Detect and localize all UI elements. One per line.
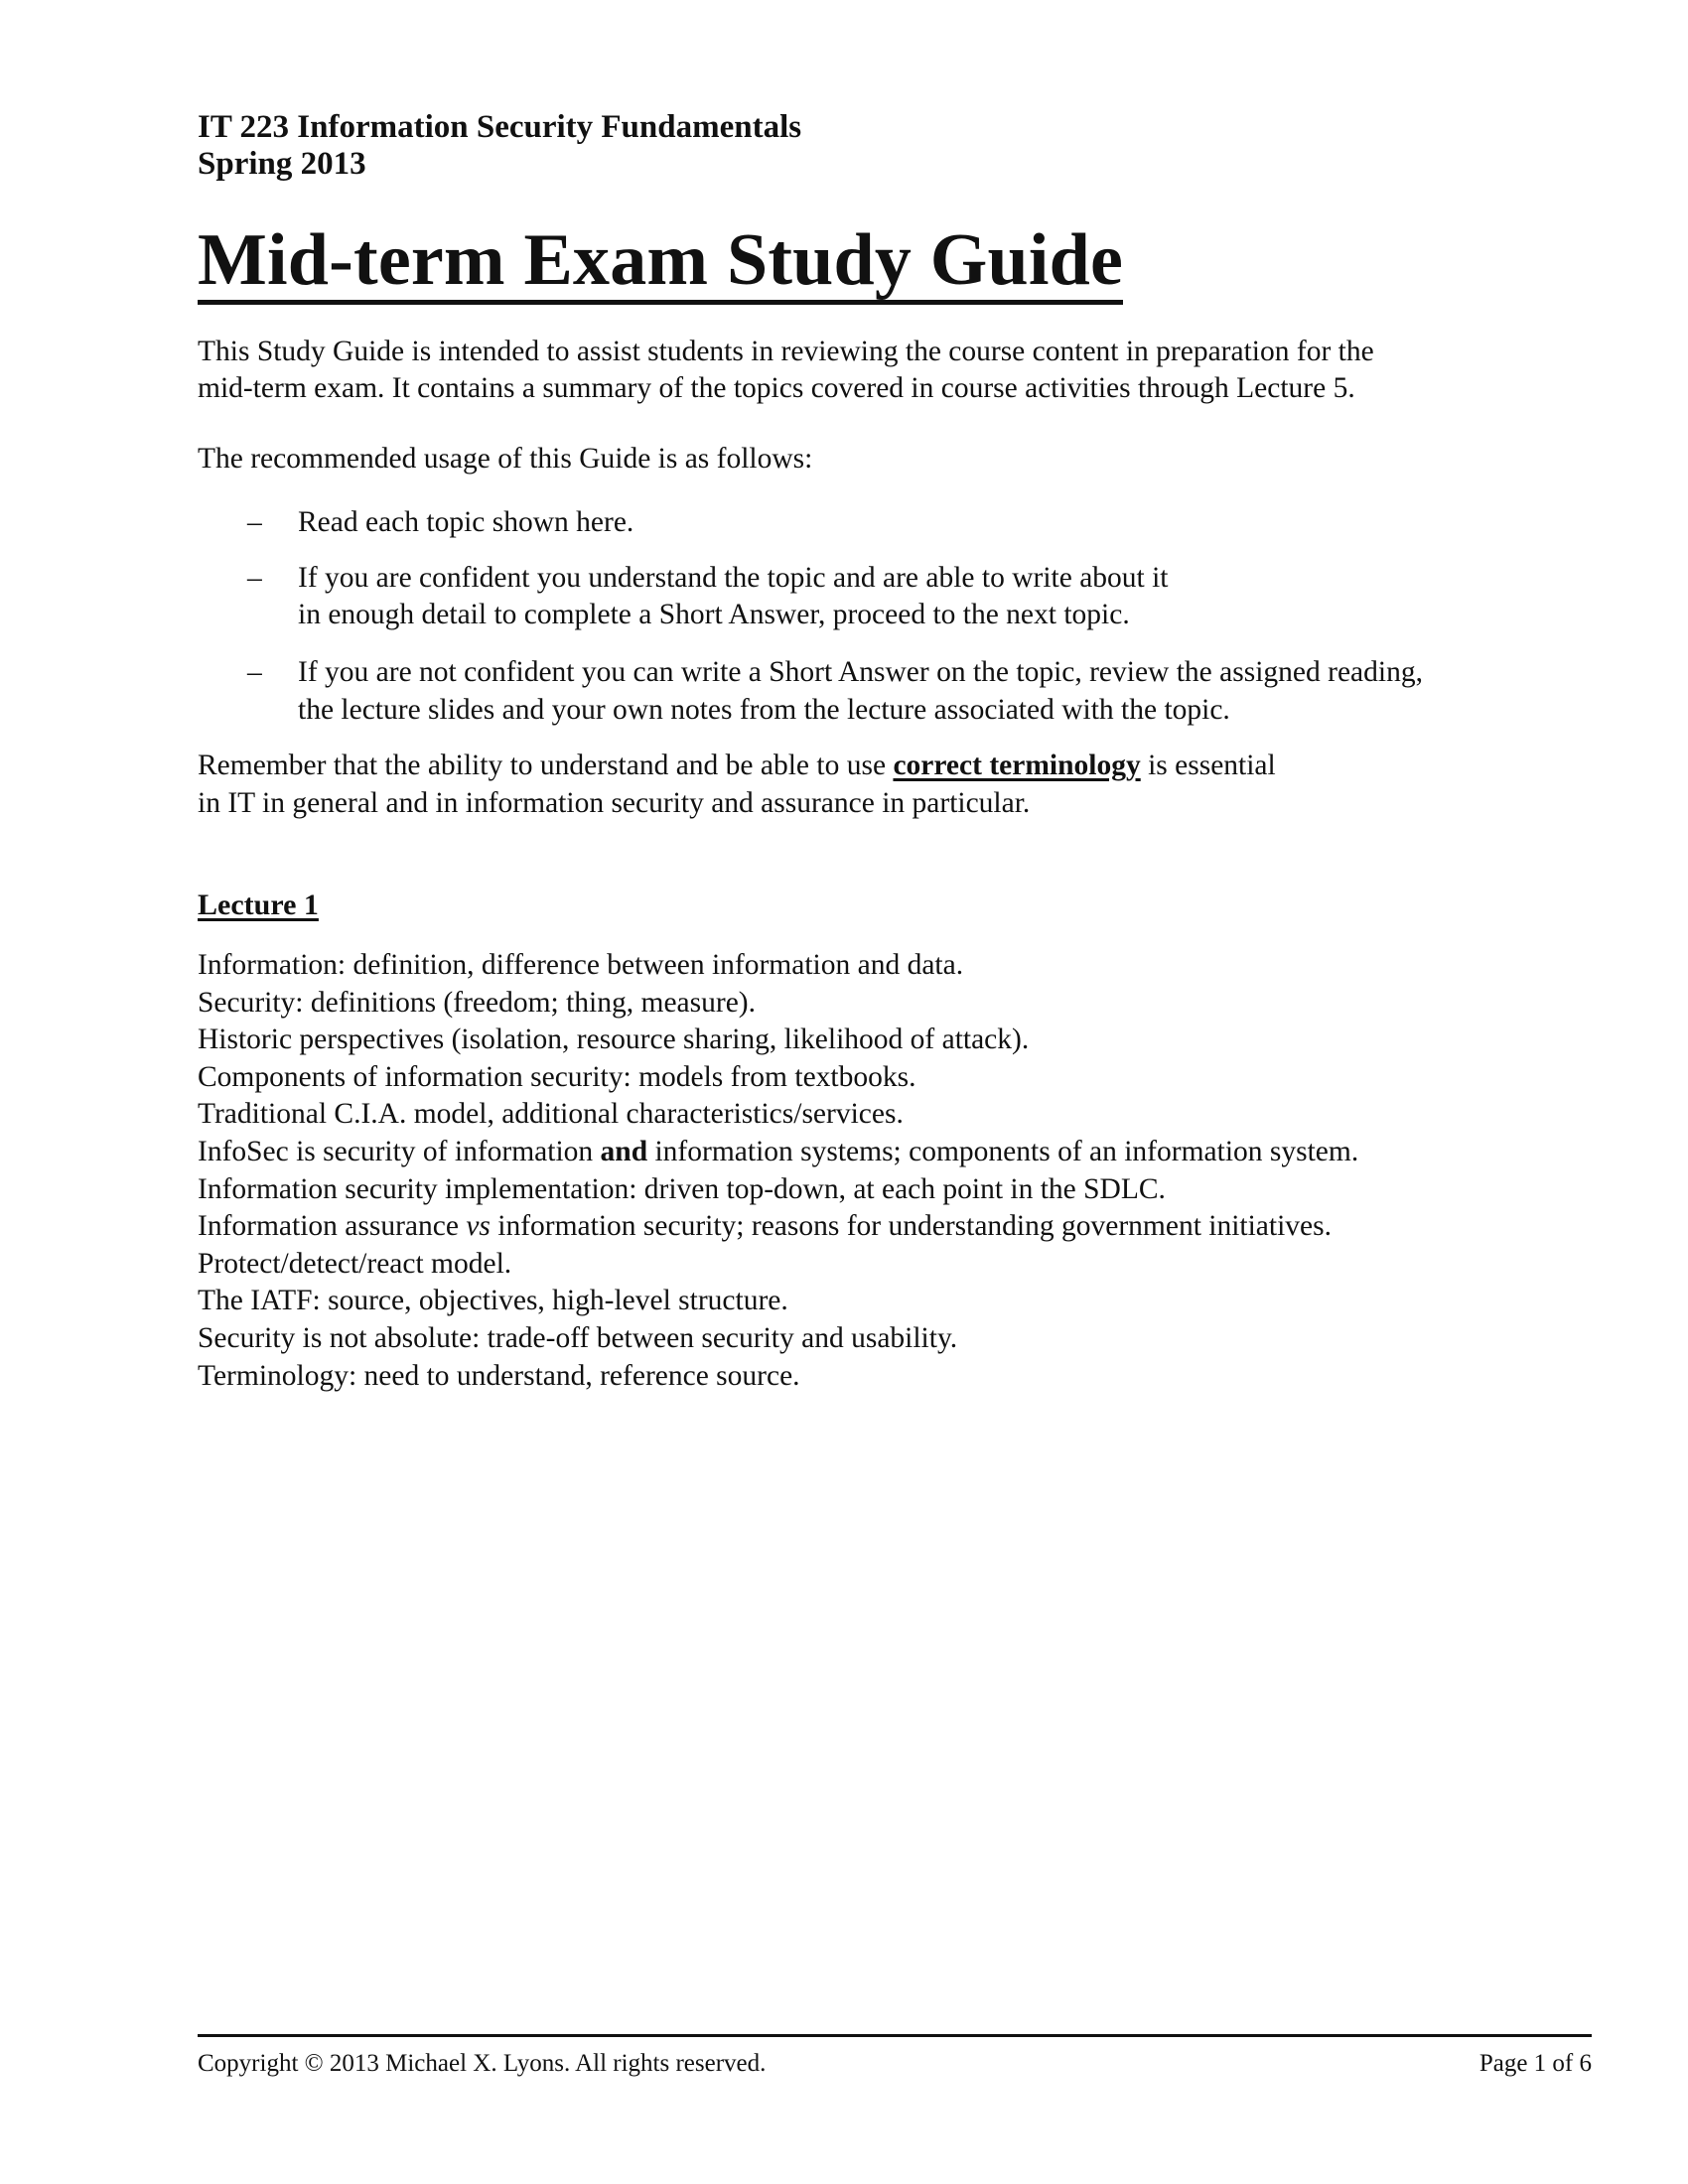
- footer-page-number: Page 1 of 6: [1478, 2050, 1592, 2077]
- usage-bullet: Read each topic shown here.: [298, 506, 634, 538]
- topic-item: [198, 1208, 1358, 1246]
- dash-bullet-icon: –: [247, 656, 262, 688]
- topic-emphasis: and: [600, 1135, 648, 1167]
- lecture-1-topics: [198, 947, 1358, 1395]
- topic-item: Information security implementation: driven top-down, at each point in the SDLC.: [198, 1172, 1166, 1205]
- page-title: Mid-term Exam Study Guide: [198, 220, 1123, 305]
- usage-bullet: If you are not confident you can write a Short Answer on the topic, review the assigned reading,: [298, 656, 1423, 688]
- dash-bullet-icon: –: [247, 562, 262, 594]
- usage-lead: The recommended usage of this Guide is as follows:: [198, 443, 813, 475]
- topic-text: information systems; components of an information system.: [647, 1135, 1359, 1167]
- reminder-text: Remember that the ability to understand and be able to use: [198, 750, 894, 781]
- topic-item: The IATF: source, objectives, high-level structure.: [198, 1285, 788, 1317]
- reminder-line: [198, 748, 1276, 784]
- topic-item: Protect/detect/react model.: [198, 1247, 512, 1280]
- topic-item: Historic perspectives (isolation, resource sharing, likelihood of attack).: [198, 1024, 1030, 1056]
- intro-line: mid-term exam. It contains a summary of the topics covered in course activities through Lecture 5.: [198, 372, 1355, 404]
- section-heading-lecture-1: Lecture 1: [198, 888, 319, 921]
- course-term: Spring 2013: [198, 146, 366, 182]
- usage-bullet: If you are confident you understand the topic and are able to write about it: [298, 562, 1169, 594]
- intro-line: This Study Guide is intended to assist students in reviewing the course content in preparation for the: [198, 336, 1374, 367]
- topic-item: Traditional C.I.A. model, additional characteristics/services.: [198, 1098, 904, 1131]
- reminder-text: is essential: [1140, 750, 1276, 781]
- footer-divider: [198, 2034, 1592, 2037]
- topic-item: Components of information security: models from textbooks.: [198, 1060, 916, 1093]
- topic-item: Security is not absolute: trade-off between security and usability.: [198, 1321, 958, 1354]
- topic-item: Terminology: need to understand, reference source.: [198, 1359, 800, 1392]
- usage-bullet-continuation: in enough detail to complete a Short Answer, proceed to the next topic.: [298, 599, 1130, 630]
- footer-copyright: Copyright © 2013 Michael X. Lyons. All rights reserved.: [198, 2050, 767, 2077]
- dash-bullet-icon: –: [247, 506, 262, 538]
- topic-item: [198, 1134, 1358, 1171]
- emphasis-terminology: correct terminology: [893, 750, 1141, 781]
- usage-bullet-continuation: the lecture slides and your own notes from the lecture associated with the topic.: [298, 694, 1230, 726]
- topic-text: InfoSec is security of information: [198, 1135, 601, 1167]
- topic-item: Information: definition, difference between information and data.: [198, 949, 964, 981]
- course-title: IT 223 Information Security Fundamentals: [198, 109, 802, 145]
- reminder-line: in IT in general and in information security and assurance in particular.: [198, 787, 1031, 819]
- topic-emphasis: vs: [466, 1210, 491, 1243]
- topic-text: information security; reasons for understanding government initiatives.: [490, 1210, 1332, 1243]
- topic-text: Information assurance: [198, 1210, 467, 1243]
- topic-item: Security: definitions (freedom; thing, measure).: [198, 986, 756, 1019]
